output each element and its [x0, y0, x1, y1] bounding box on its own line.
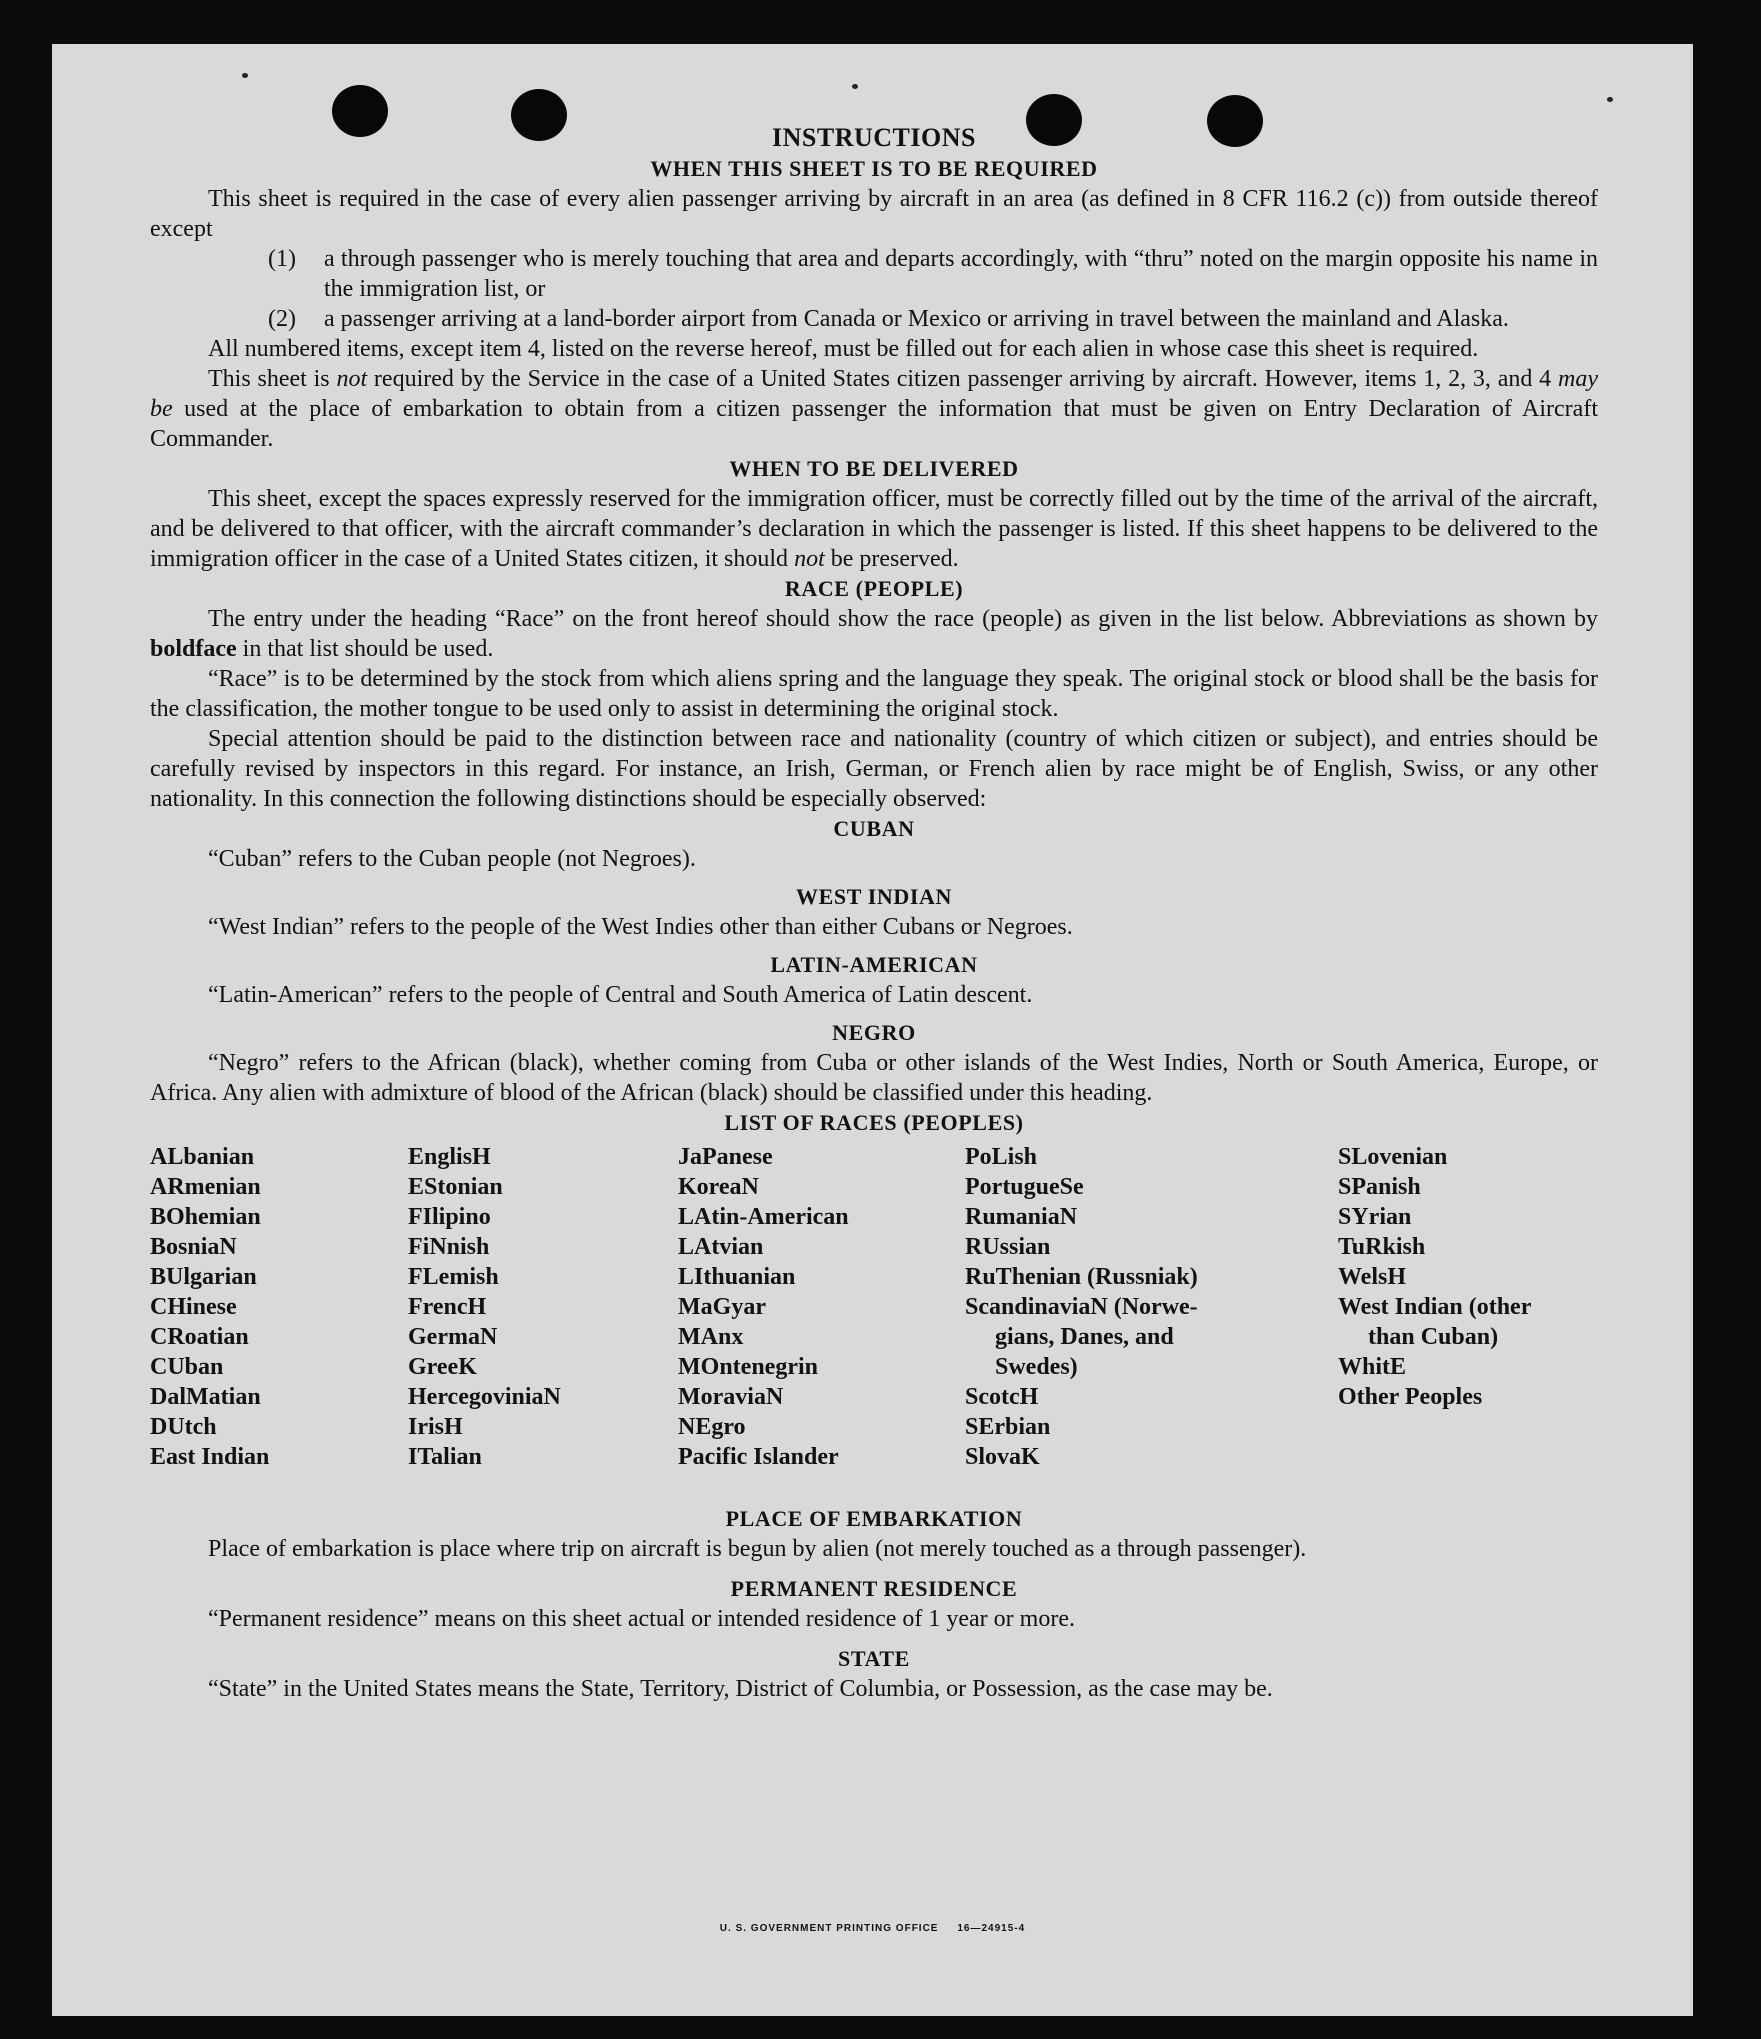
- race-entry: TuRkish: [1338, 1234, 1426, 1260]
- race-entry: LIthuanian: [678, 1264, 796, 1290]
- speck: [852, 84, 858, 89]
- race-entry: Swedes): [995, 1354, 1078, 1380]
- race-entry: MoraviaN: [678, 1384, 784, 1410]
- race-entry: LAtvian: [678, 1234, 764, 1260]
- paragraph: [150, 604, 1598, 664]
- speck: [242, 73, 248, 78]
- race-entry: SYrian: [1338, 1204, 1412, 1230]
- paragraph: All numbered items, except item 4, listed on the reverse hereof, must be filled out for each alien in whose case this sheet is required.: [208, 336, 1479, 362]
- heading-place-of-embarkation: PLACE OF EMBARKATION: [725, 1506, 1023, 1531]
- race-entry: PoLish: [965, 1144, 1038, 1170]
- race-entry: CHinese: [150, 1294, 237, 1320]
- race-entry: FiNnish: [408, 1234, 490, 1260]
- list-item: [268, 244, 1598, 304]
- race-entry: ScandinaviaN (Norwe-: [965, 1294, 1198, 1320]
- race-entry: Other Peoples: [1338, 1384, 1483, 1410]
- text-run: be preserved.: [824, 546, 959, 572]
- paragraph: “Latin-American” refers to the people of Central and South America of Latin descent.: [208, 982, 1033, 1008]
- race-entry: FIlipino: [408, 1204, 491, 1230]
- race-entry: ARmenian: [150, 1174, 261, 1200]
- speck: [1607, 97, 1613, 102]
- race-entry: GreeK: [408, 1354, 477, 1380]
- race-entry: West Indian (other: [1338, 1294, 1532, 1320]
- paragraph: “Negro” refers to the African (black), whether coming from Cuba or other islands of the West Indies, North or South America, Europe, or Africa. Any alien with admixture of blood of the African (black) should be classified under this heading.: [150, 1050, 1598, 1106]
- race-entry: JaPanese: [678, 1144, 773, 1170]
- races-list: [150, 1142, 1598, 1504]
- italic-run: not: [336, 366, 368, 392]
- race-entry: WelsH: [1338, 1264, 1407, 1290]
- paragraph: This sheet is required in the case of every alien passenger arriving by aircraft in an area (as defined in 8 CFR 116.2 (c)) from outside thereof except: [150, 186, 1598, 242]
- races-column-2: [408, 1142, 561, 1472]
- race-entry: WhitE: [1338, 1354, 1407, 1380]
- race-entry: LAtin-American: [678, 1204, 849, 1230]
- paragraph: “West Indian” refers to the people of the West Indies other than either Cubans or Negroes.: [208, 914, 1073, 940]
- race-entry: FrencH: [408, 1294, 487, 1320]
- heading-west-indian: WEST INDIAN: [796, 884, 952, 909]
- paragraph: Place of embarkation is place where trip on aircraft is begun by alien (not merely touched as a through passenger).: [208, 1536, 1307, 1562]
- item-text: a passenger arriving at a land-border airport from Canada or Mexico or arriving in travel between the mainland and Alaska.: [324, 306, 1509, 332]
- instructions-text: [150, 122, 1598, 1704]
- item-number: (1): [268, 246, 296, 272]
- text-run: used at the place of embarkation to obtain from a citizen passenger the information that must be given on Entry Declaration of Aircraft Commander.: [150, 396, 1598, 452]
- race-entry: RUssian: [965, 1234, 1051, 1260]
- italic-run: may be: [150, 366, 1598, 422]
- heading-when-delivered: WHEN TO BE DELIVERED: [729, 456, 1019, 481]
- text-run: required by the Service in the case of a United States citizen passenger arriving by aircraft. However, items 1, 2, 3, and 4: [367, 366, 1558, 392]
- paragraph: “Race” is to be determined by the stock from which aliens spring and the language they speak. The original stock or blood shall be the basis for the classification, the mother tongue to be used only to assist in determining the original stock.: [150, 666, 1598, 722]
- list-item: [268, 304, 1598, 334]
- race-entry: SLovenian: [1338, 1144, 1448, 1170]
- paragraph: Special attention should be paid to the distinction between race and nationality (country of which citizen or subject), and entries should be carefully revised by inspectors in this regard. For instance, an Irish, German, or French alien by race might be of English, Swiss, or any other nationality. In this connection the following distinctions should be especially observed:: [150, 726, 1598, 812]
- race-entry: SErbian: [965, 1414, 1051, 1440]
- race-entry: ITalian: [408, 1444, 482, 1470]
- heading-latin-american: LATIN-AMERICAN: [770, 952, 978, 977]
- printer-imprint: U. S. GOVERNMENT PRINTING OFFICE 16—24915-4: [719, 1923, 1026, 1934]
- italic-run: not: [794, 546, 825, 572]
- race-entry: RuThenian (Russniak): [965, 1264, 1198, 1290]
- race-entry: East Indian: [150, 1444, 270, 1470]
- paragraph: [150, 484, 1598, 574]
- race-entry: EnglisH: [408, 1144, 491, 1170]
- race-entry: MOntenegrin: [678, 1354, 818, 1380]
- text-run: This sheet is: [208, 366, 337, 392]
- race-entry: BOhemian: [150, 1204, 261, 1230]
- race-entry: MaGyar: [678, 1294, 766, 1320]
- heading-list-of-races: LIST OF RACES (PEOPLES): [724, 1110, 1024, 1135]
- heading-state: STATE: [838, 1646, 910, 1671]
- race-entry: ScotcH: [965, 1384, 1039, 1410]
- races-column-5: [1338, 1142, 1531, 1412]
- race-entry: NEgro: [678, 1414, 746, 1440]
- races-column-3: [678, 1142, 849, 1472]
- race-entry: ALbanian: [150, 1144, 255, 1170]
- item-number: (2): [268, 306, 296, 332]
- page-title: INSTRUCTIONS: [772, 123, 976, 152]
- race-entry: MAnx: [678, 1324, 744, 1350]
- bold-run: boldface: [150, 636, 237, 662]
- paragraph: “Permanent residence” means on this sheet actual or intended residence of 1 year or more.: [208, 1606, 1075, 1632]
- race-entry: HercegoviniaN: [408, 1384, 561, 1410]
- item-text: a through passenger who is merely touching that area and departs accordingly, with “thru” noted on the margin opposite his name in the immigration list, or: [324, 246, 1598, 302]
- race-entry: Pacific Islander: [678, 1444, 839, 1470]
- race-entry: EStonian: [408, 1174, 503, 1200]
- race-entry: GermaN: [408, 1324, 498, 1350]
- race-entry: FLemish: [408, 1264, 499, 1290]
- race-entry: BosniaN: [150, 1234, 237, 1260]
- paragraph: “State” in the United States means the State, Territory, District of Columbia, or Possession, as the case may be.: [208, 1676, 1273, 1702]
- document-page: [52, 44, 1693, 2016]
- races-column-4: [965, 1142, 1198, 1472]
- race-entry: SPanish: [1338, 1174, 1421, 1200]
- race-entry: PortugueSe: [965, 1174, 1084, 1200]
- race-entry: DalMatian: [150, 1384, 261, 1410]
- race-entry: than Cuban): [1368, 1324, 1499, 1350]
- race-entry: gians, Danes, and: [995, 1324, 1174, 1350]
- race-entry: CRoatian: [150, 1324, 249, 1350]
- paragraph: [150, 364, 1598, 454]
- race-entry: IrisH: [408, 1414, 463, 1440]
- race-entry: KoreaN: [678, 1174, 759, 1200]
- races-column-1: [150, 1142, 269, 1472]
- race-entry: RumaniaN: [965, 1204, 1078, 1230]
- paragraph: “Cuban” refers to the Cuban people (not Negroes).: [208, 846, 696, 872]
- race-entry: DUtch: [150, 1414, 217, 1440]
- heading-permanent-residence: PERMANENT RESIDENCE: [730, 1576, 1018, 1601]
- race-entry: SlovaK: [965, 1444, 1040, 1470]
- heading-race: RACE (PEOPLE): [784, 576, 964, 601]
- heading-cuban: CUBAN: [833, 816, 915, 841]
- text-run: The entry under the heading “Race” on the front hereof should show the race (people) as given in the list below. Abbreviations as shown by: [208, 606, 1598, 632]
- heading-when-required: WHEN THIS SHEET IS TO BE REQUIRED: [650, 156, 1098, 181]
- race-entry: BUlgarian: [150, 1264, 257, 1290]
- race-entry: CUban: [150, 1354, 224, 1380]
- text-run: in that list should be used.: [236, 636, 494, 662]
- text-run: This sheet, except the spaces expressly reserved for the immigration officer, must be correctly filled out by the time of the arrival of the aircraft, and be delivered to that officer, with the aircraft commander’s declaration in which the passenger is listed. If this sheet happens to be delivered to the immigration officer in the case of a United States citizen, it should: [150, 486, 1598, 572]
- heading-negro: NEGRO: [832, 1020, 916, 1045]
